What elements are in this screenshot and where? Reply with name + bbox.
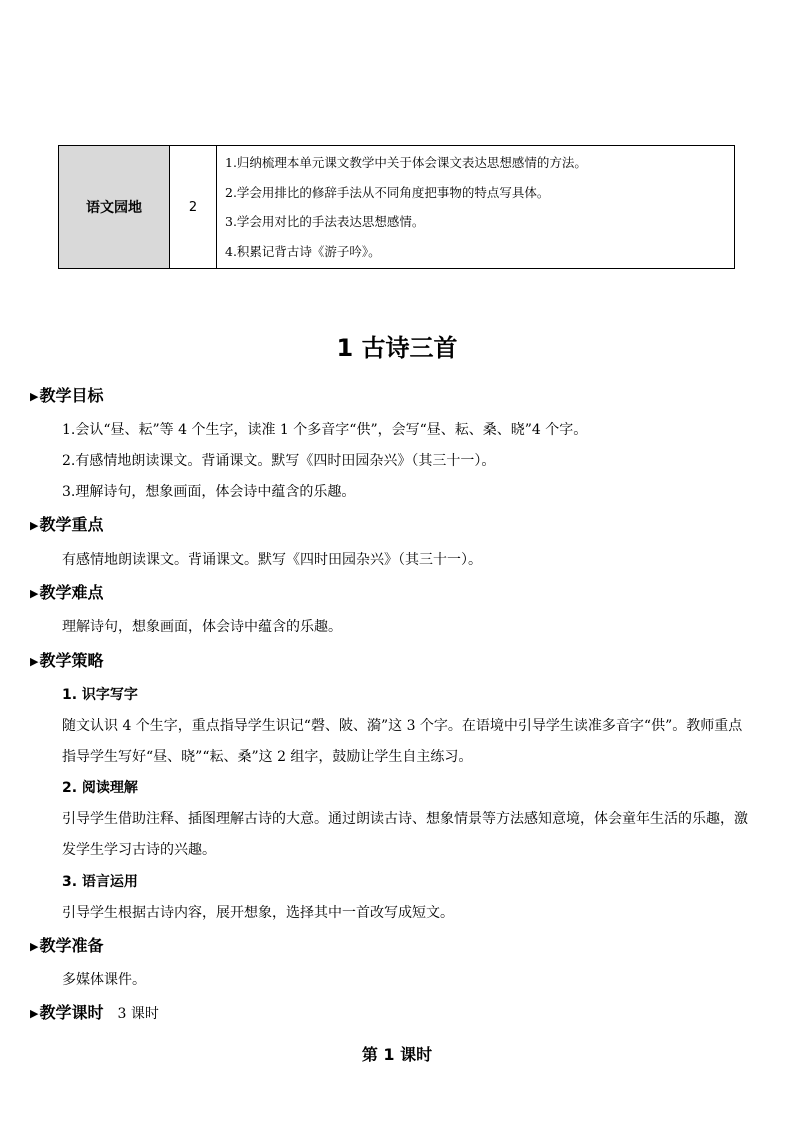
period-title: 第 1 课时 (361, 1045, 433, 1064)
strategy-part-3-text: 引导学生根据古诗内容，展开想象，选择其中一首改写成短文。 (62, 905, 454, 921)
unit-goal-3: 3.学会用对比的手法表达思想感情。 (225, 214, 425, 229)
hours-value: 3 课时 (117, 1006, 159, 1022)
strategy-part-3-title: 3. 语言运用 (62, 874, 138, 890)
unit-goal-2: 2.学会用排比的修辞手法从不同角度把事物的特点写具体。 (225, 184, 550, 200)
section-heading-text: 教学难点 (39, 583, 104, 602)
table-row (59, 146, 735, 269)
unit-goal-4: 4.积累记背古诗《游子吟》。 (225, 243, 381, 259)
section-heading-key-points (30, 513, 103, 538)
section-heading-preparation (30, 934, 103, 959)
section-heading-text: 教学课时 (39, 1003, 104, 1022)
difficulties-text: 理解诗句，想象画面，体会诗中蕴含的乐趣。 (62, 619, 342, 635)
goal-item-1: 1.会认“昼、耘”等 4 个生字，读准 1 个多音字“供”，会写“昼、耘、桑、晓”4 个字。 (62, 422, 588, 438)
unit-goals-cell (217, 146, 735, 269)
section-heading-strategy (30, 649, 103, 674)
strategy-part-2-title: 2. 阅读理解 (62, 780, 138, 796)
goal-item-3: 3.理解诗句，想象画面，体会诗中蕴含的乐趣。 (62, 484, 356, 500)
section-heading-difficulties (30, 581, 103, 606)
unit-table (58, 145, 735, 269)
goal-item-2: 2.有感情地朗读课文。背诵课文。默写《四时田园杂兴》（其三十一）。 (62, 453, 496, 469)
triangle-bullet-icon: ▶ (30, 519, 39, 532)
strategy-part-1-title: 1. 识字写字 (62, 687, 138, 703)
section-heading-text: 教学重点 (39, 515, 104, 534)
triangle-bullet-icon: ▶ (30, 1007, 39, 1020)
section-heading-hours (30, 1001, 159, 1026)
strategy-part-2-text: 引导学生借助注释、插图理解古诗的大意。通过朗读古诗、想象情景等方法感知意境，体会童年生活的乐趣，激发学生学习古诗的兴趣。 (62, 811, 748, 858)
preparation-text: 多媒体课件。 (62, 972, 146, 988)
triangle-bullet-icon: ▶ (30, 587, 39, 600)
section-heading-goals (30, 384, 103, 409)
triangle-bullet-icon: ▶ (30, 655, 39, 668)
section-heading-text: 教学策略 (39, 651, 104, 670)
section-heading-text: 教学目标 (39, 386, 104, 405)
unit-goal-1: 1.归纳梳理本单元课文教学中关于体会课文表达思想感情的方法。 (225, 155, 587, 170)
section-heading-text: 教学准备 (39, 936, 104, 955)
triangle-bullet-icon: ▶ (30, 390, 39, 403)
lesson-title: 1 古诗三首 (336, 334, 458, 362)
unit-name-cell: 语文园地 (59, 146, 170, 269)
strategy-part-1-text: 随文认识 4 个生字，重点指导学生识记“磬、陂、漪”这 3 个字。在语境中引导学生读准多音字“供”。教师重点指导学生写好“昼、晓”“耘、桑”这 2 组字，鼓励让学生自主练习。 (62, 718, 743, 765)
key-points-text: 有感情地朗读课文。背诵课文。默写《四时田园杂兴》（其三十一）。 (62, 552, 482, 568)
hours-count-cell: 2 (170, 146, 217, 269)
triangle-bullet-icon: ▶ (30, 940, 39, 953)
